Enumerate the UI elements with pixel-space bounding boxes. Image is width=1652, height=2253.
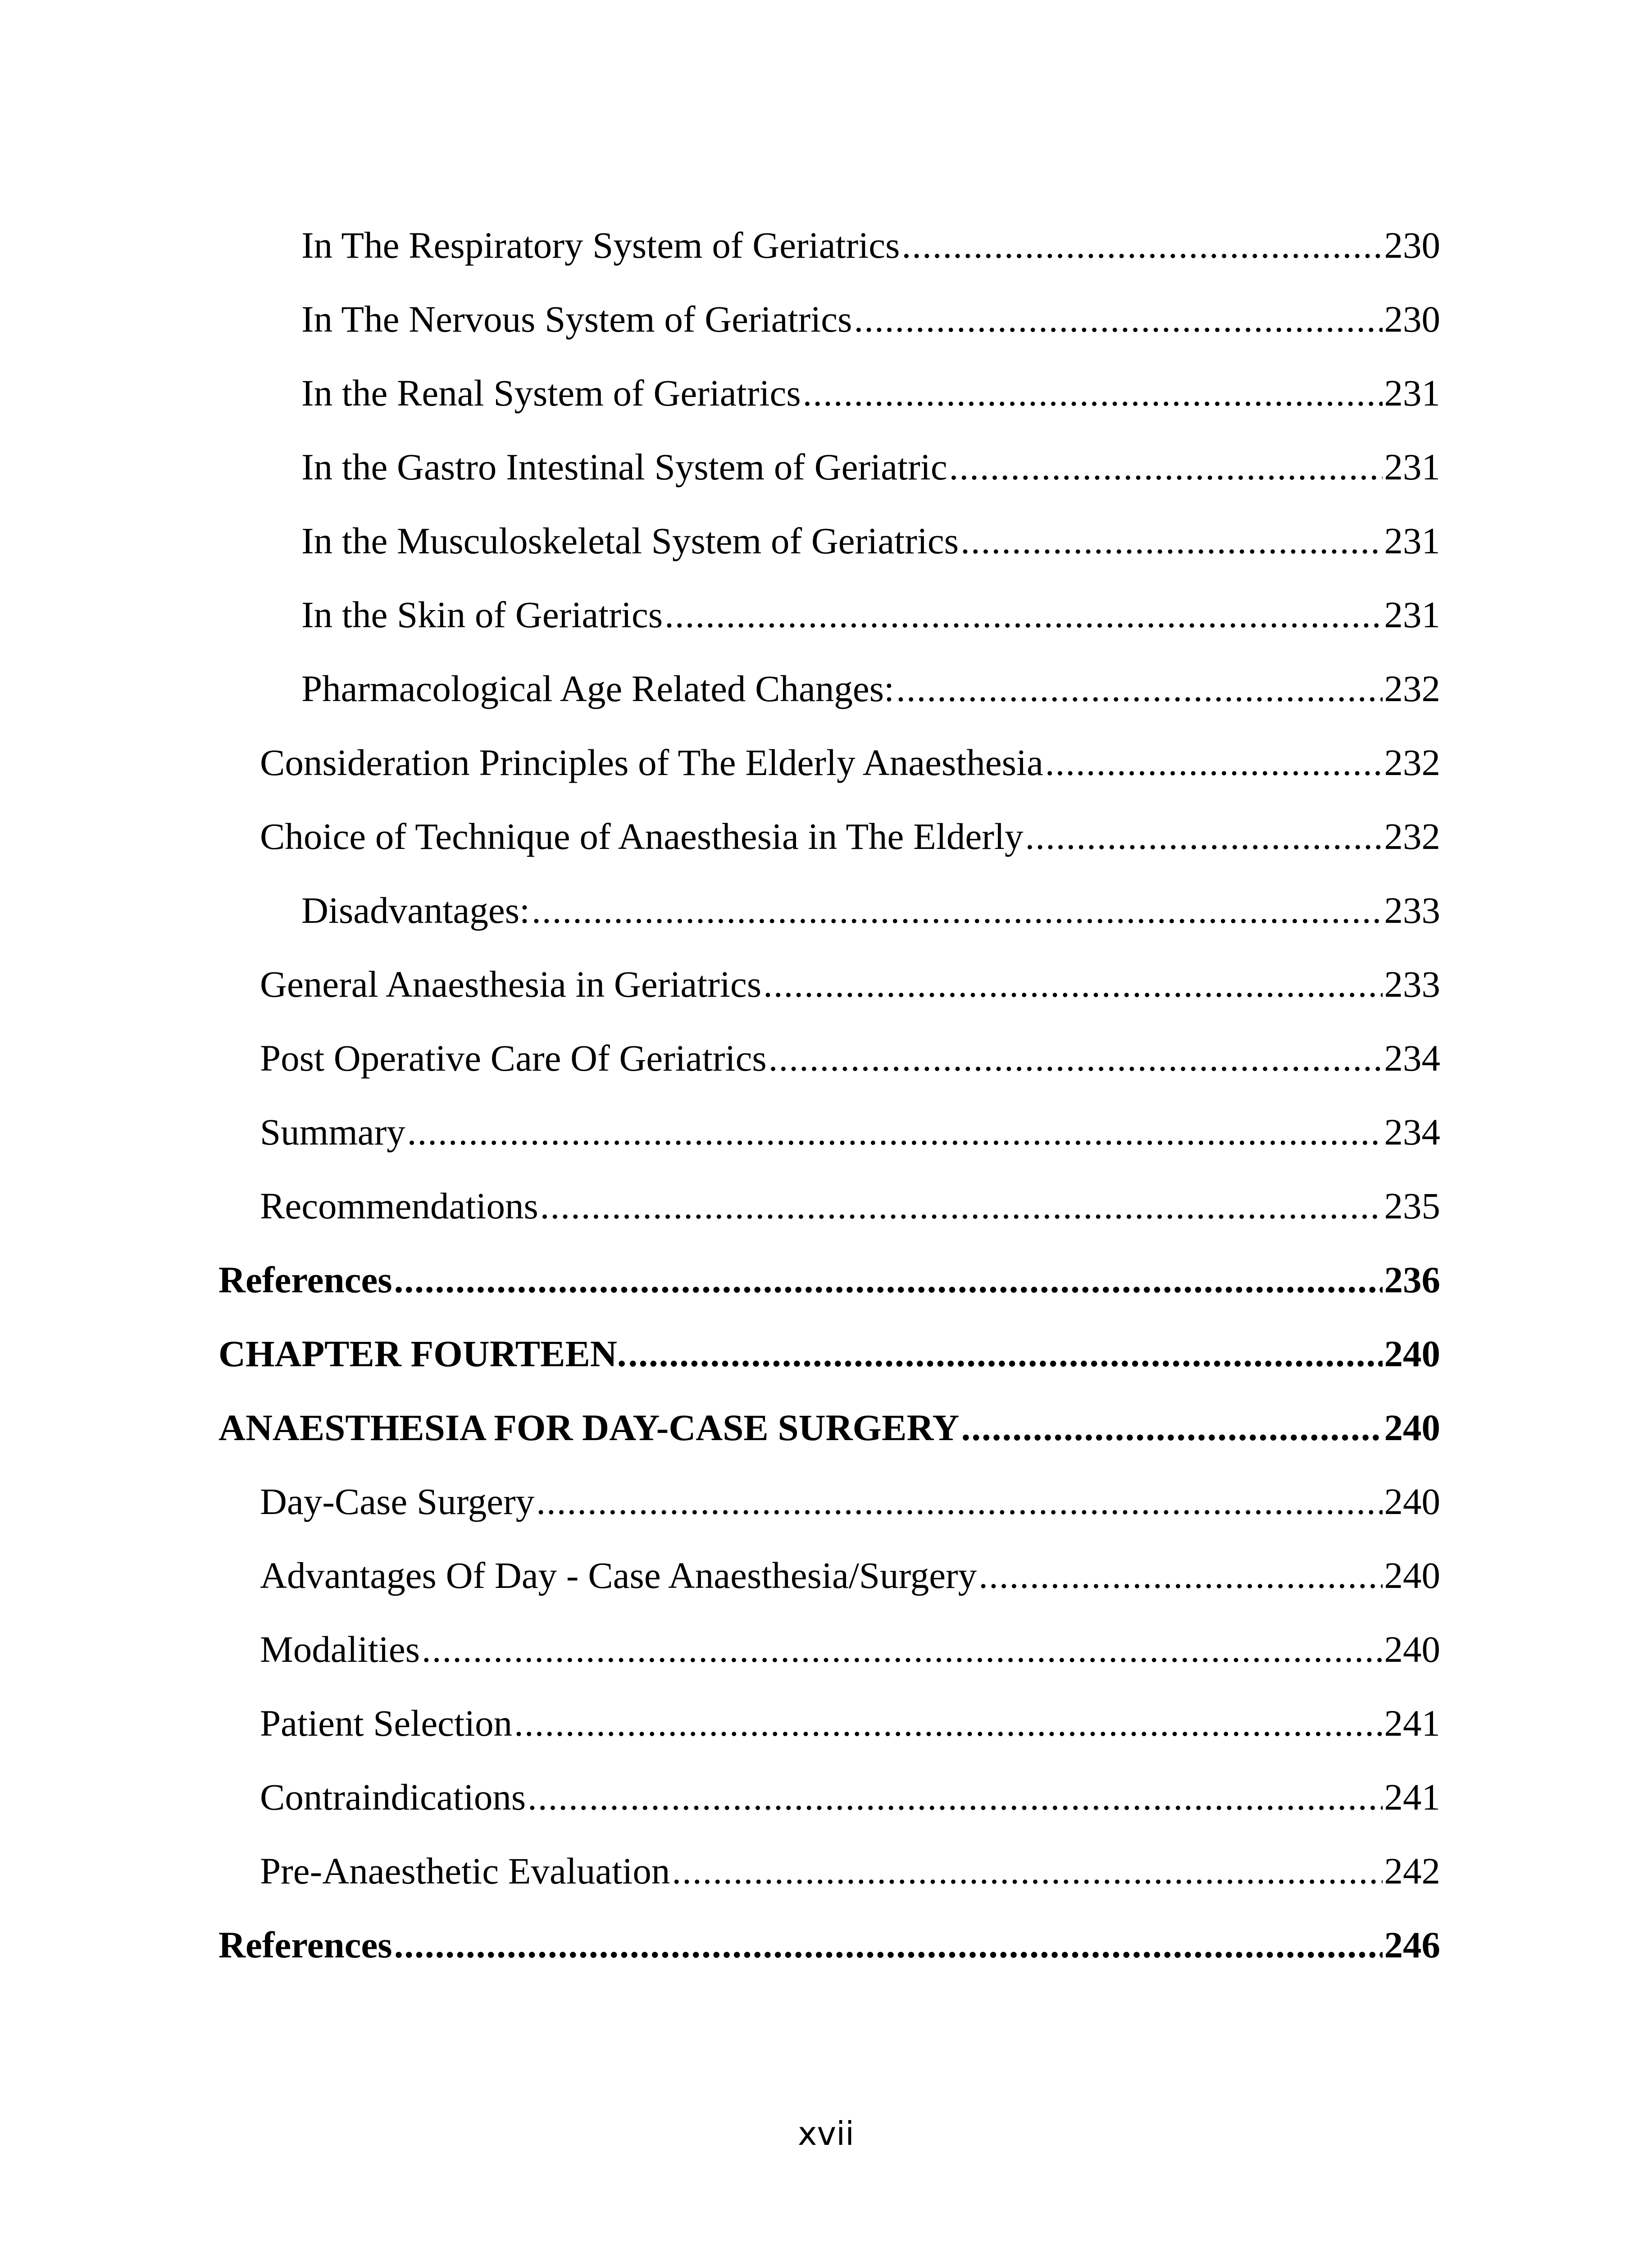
toc-entry-page: 240	[1384, 1481, 1440, 1522]
toc-entry-page: 234	[1384, 1037, 1440, 1079]
toc-entry[interactable]	[218, 1538, 1440, 1612]
toc-dot-leader	[901, 208, 1382, 282]
toc-entry[interactable]	[218, 282, 1440, 356]
toc-dot-leader	[803, 356, 1383, 430]
toc-entry-title: References	[218, 1924, 392, 1966]
toc-dot-leader	[514, 1686, 1382, 1760]
toc-entry-title: Choice of Technique of Anaesthesia in The Elderly	[260, 816, 1024, 857]
toc-entry-page: 241	[1384, 1776, 1440, 1818]
toc-entry[interactable]	[218, 356, 1440, 430]
toc-dot-leader	[960, 504, 1382, 578]
toc-entry-title: CHAPTER FOURTEEN.	[218, 1333, 627, 1374]
toc-entry[interactable]	[218, 208, 1440, 282]
toc-entry-title: Post Operative Care Of Geriatrics	[260, 1037, 767, 1079]
toc-entry-title: In the Renal System of Geriatrics	[301, 372, 801, 414]
toc-entry[interactable]	[218, 1095, 1440, 1169]
toc-entry-title: Consideration Principles of The Elderly Anaesthesia	[260, 742, 1043, 783]
toc-entry-title: In The Nervous System of Geriatrics	[301, 298, 852, 340]
toc-dot-leader	[961, 1391, 1382, 1464]
toc-dot-leader	[394, 1908, 1383, 1982]
toc-entry[interactable]	[218, 799, 1440, 873]
toc-entry[interactable]	[218, 1908, 1440, 1982]
toc-entry[interactable]	[218, 1834, 1440, 1908]
toc-entry-title: Modalities	[260, 1628, 420, 1670]
page-number: xvii	[797, 2115, 855, 2153]
toc-entry-title: Patient Selection	[260, 1702, 513, 1744]
toc-dot-leader	[664, 578, 1382, 652]
table-of-contents	[218, 208, 1440, 1982]
toc-entry-title: Pre-Anaesthetic Evaluation	[260, 1850, 670, 1892]
toc-dot-leader	[628, 1317, 1383, 1391]
toc-entry-title: ANAESTHESIA FOR DAY-CASE SURGERY	[218, 1407, 960, 1448]
toc-entry[interactable]	[218, 652, 1440, 725]
toc-entry[interactable]	[218, 430, 1440, 504]
toc-entry-page: 230	[1384, 224, 1440, 266]
toc-entry-title: References	[218, 1259, 392, 1300]
toc-entry-page: 234	[1384, 1111, 1440, 1153]
toc-entry[interactable]	[218, 578, 1440, 652]
toc-entry[interactable]	[218, 1317, 1440, 1391]
toc-entry[interactable]	[218, 1021, 1440, 1095]
toc-dot-leader	[978, 1538, 1382, 1612]
toc-dot-leader	[532, 873, 1382, 947]
toc-entry[interactable]	[218, 873, 1440, 947]
toc-entry-title: Day-Case Surgery	[260, 1481, 535, 1522]
toc-entry-page: 233	[1384, 889, 1440, 931]
toc-entry-page: 233	[1384, 963, 1440, 1005]
toc-dot-leader	[1025, 799, 1382, 873]
toc-entry-page: 231	[1384, 446, 1440, 488]
toc-entry-title: Contraindications	[260, 1776, 526, 1818]
toc-dot-leader	[896, 652, 1382, 725]
toc-entry-page: 232	[1384, 742, 1440, 783]
toc-entry-title: Summary	[260, 1111, 405, 1153]
toc-entry-page: 240	[1384, 1333, 1440, 1374]
toc-entry-title: In the Skin of Geriatrics	[301, 594, 663, 635]
toc-entry[interactable]	[218, 1464, 1440, 1538]
toc-entry-title: Pharmacological Age Related Changes:	[301, 668, 895, 709]
toc-dot-leader	[394, 1243, 1383, 1317]
toc-entry-page: 242	[1384, 1850, 1440, 1892]
toc-dot-leader	[769, 1021, 1383, 1095]
toc-entry-title: In the Musculoskeletal System of Geriatrics	[301, 520, 959, 561]
toc-entry-title: Disadvantages:	[301, 889, 530, 931]
toc-entry-page: 232	[1384, 816, 1440, 857]
toc-entry-page: 236	[1384, 1259, 1440, 1300]
toc-entry-title: Recommendations	[260, 1185, 538, 1227]
toc-dot-leader	[763, 947, 1382, 1021]
toc-dot-leader	[949, 430, 1383, 504]
toc-entry-page: 230	[1384, 298, 1440, 340]
toc-entry-page: 232	[1384, 668, 1440, 709]
toc-entry[interactable]	[218, 725, 1440, 799]
toc-entry[interactable]	[218, 1243, 1440, 1317]
toc-entry-title: In the Gastro Intestinal System of Geriatric	[301, 446, 947, 488]
toc-entry[interactable]	[218, 1686, 1440, 1760]
toc-dot-leader	[1045, 725, 1383, 799]
toc-entry-page: 231	[1384, 594, 1440, 635]
toc-dot-leader	[422, 1612, 1382, 1686]
toc-dot-leader	[407, 1095, 1383, 1169]
toc-entry-page: 240	[1384, 1628, 1440, 1670]
toc-entry-title: Advantages Of Day - Case Anaesthesia/Surgery	[260, 1555, 977, 1596]
toc-entry[interactable]	[218, 504, 1440, 578]
toc-dot-leader	[854, 282, 1382, 356]
toc-entry-page: 241	[1384, 1702, 1440, 1744]
toc-entry[interactable]	[218, 1391, 1440, 1464]
toc-dot-leader	[536, 1464, 1382, 1538]
toc-entry[interactable]	[218, 1760, 1440, 1834]
toc-entry[interactable]	[218, 947, 1440, 1021]
toc-entry[interactable]	[218, 1612, 1440, 1686]
toc-entry-title: General Anaesthesia in Geriatrics	[260, 963, 762, 1005]
toc-entry-page: 231	[1384, 520, 1440, 561]
toc-entry[interactable]	[218, 1169, 1440, 1243]
toc-entry-page: 231	[1384, 372, 1440, 414]
toc-entry-title: In The Respiratory System of Geriatrics	[301, 224, 900, 266]
toc-entry-page: 235	[1384, 1185, 1440, 1227]
toc-entry-page: 240	[1384, 1407, 1440, 1448]
toc-dot-leader	[528, 1760, 1382, 1834]
toc-entry-page: 240	[1384, 1555, 1440, 1596]
toc-dot-leader	[672, 1834, 1382, 1908]
toc-entry-page: 246	[1384, 1924, 1440, 1966]
toc-dot-leader	[540, 1169, 1383, 1243]
